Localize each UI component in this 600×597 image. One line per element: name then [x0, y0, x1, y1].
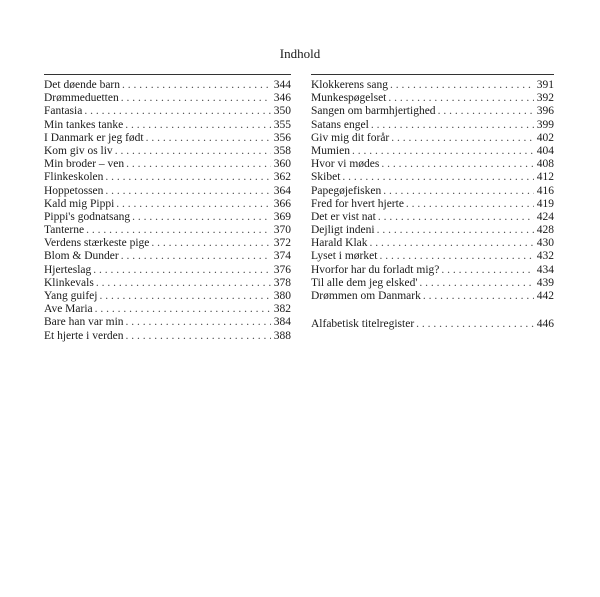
- toc-leader-dots: [381, 158, 533, 171]
- toc-entry-title: Fantasia: [44, 105, 83, 118]
- toc-leader-dots: [370, 237, 534, 250]
- toc-leader-dots: [115, 145, 271, 158]
- toc-entry-page: 369: [273, 210, 291, 223]
- toc-entry-title: Min tankes tanke: [44, 118, 124, 131]
- toc-leader-dots: [84, 105, 270, 118]
- toc-entry-title: Satans engel: [311, 118, 369, 131]
- toc-entry-title: Drømmen om Danmark: [311, 290, 421, 302]
- toc-entry-title: Klinkevals: [44, 276, 94, 289]
- toc-entry: [44, 185, 291, 198]
- toc-entry-title: Det døende barn: [44, 79, 120, 91]
- toc-entry-title: Hvor vi mødes: [311, 158, 380, 171]
- toc-entry: [311, 171, 554, 184]
- toc-entry-page: 408: [536, 158, 554, 171]
- toc-entry: [44, 277, 291, 290]
- toc-leader-dots: [423, 290, 534, 303]
- toc-entry-page: 416: [536, 184, 554, 197]
- toc-entry-title: Pippi's godnatsang: [44, 210, 131, 223]
- toc-entry: [311, 105, 554, 118]
- toc-entry-page: 446: [536, 318, 554, 330]
- toc-entry-title: Munkespøgelset: [311, 92, 387, 105]
- toc-leader-dots: [99, 290, 270, 303]
- toc-entry-page: 382: [273, 303, 291, 316]
- toc-leader-dots: [126, 330, 271, 343]
- toc-entry-title: Harald Klak: [311, 237, 368, 250]
- toc-entry: [311, 290, 554, 303]
- toc-entry: [44, 119, 291, 132]
- toc-entry: [311, 132, 554, 145]
- toc-entry-title: Alfabetisk titelregister: [311, 318, 415, 330]
- toc-entry-page: 391: [536, 79, 554, 91]
- toc-entry-title: Det er vist nat: [311, 210, 376, 223]
- toc-entry-title: Blom & Dunder: [44, 250, 119, 263]
- toc-entry-page: 355: [273, 118, 291, 131]
- toc-entry-page: 350: [273, 105, 291, 118]
- toc-leader-dots: [379, 250, 533, 263]
- toc-right-column: [311, 79, 554, 303]
- toc-entry-title: Sangen om barmhjertighed: [311, 105, 436, 118]
- toc-entry: [44, 145, 291, 158]
- toc-entry: [311, 211, 554, 224]
- toc-entry-page: 430: [536, 237, 554, 250]
- toc-leader-dots: [390, 79, 534, 92]
- toc-entry: [44, 250, 291, 263]
- toc-entry-register: [311, 318, 554, 331]
- toc-entry-page: 380: [273, 290, 291, 302]
- toc-entry-page: 344: [273, 79, 291, 91]
- toc-leader-dots: [95, 303, 271, 316]
- toc-entry: [44, 330, 291, 343]
- toc-leader-dots: [146, 132, 271, 145]
- toc-leader-dots: [342, 171, 533, 184]
- toc-entry: [311, 92, 554, 105]
- toc-entry: [311, 185, 554, 198]
- toc-entry-title: Mumien: [311, 144, 350, 157]
- toc-entry-title: Fred for hvert hjerte: [311, 197, 404, 210]
- toc-leader-dots: [438, 105, 534, 118]
- toc-entry-title: Til alle dem jeg elsked': [311, 276, 418, 289]
- toc-leader-dots: [93, 264, 270, 277]
- toc-entry-title: Kom giv os liv: [44, 144, 113, 157]
- toc-entry-page: 360: [273, 158, 291, 171]
- toc-entry-page: 428: [536, 224, 554, 237]
- toc-leader-dots: [383, 185, 533, 198]
- toc-entry: [311, 237, 554, 250]
- toc-entry-page: 392: [536, 92, 554, 105]
- toc-entry-page: 358: [273, 144, 291, 157]
- toc-entry: [44, 79, 291, 92]
- toc-leader-dots: [116, 198, 270, 211]
- toc-entry-page: 378: [273, 276, 291, 289]
- toc-entry-title: Skibet: [311, 171, 341, 184]
- toc-entry: [44, 105, 291, 118]
- toc-leader-dots: [419, 277, 533, 290]
- toc-entry-title: Giv mig dit forår: [311, 131, 390, 144]
- toc-entry: [44, 211, 291, 224]
- toc-leader-dots: [378, 211, 534, 224]
- toc-entry-page: 374: [273, 250, 291, 263]
- toc-entry: [44, 264, 291, 277]
- toc-entry-title: Et hjerte i verden: [44, 329, 124, 342]
- toc-entry: [311, 119, 554, 132]
- toc-entry: [311, 158, 554, 171]
- toc-leader-dots: [352, 145, 534, 158]
- toc-entry-page: 399: [536, 118, 554, 131]
- toc-entry-title: Papegøjefisken: [311, 184, 382, 197]
- toc-entry-page: 384: [273, 316, 291, 329]
- toc-entry-title: Verdens stærkeste pige: [44, 237, 150, 250]
- toc-entry: [311, 224, 554, 237]
- toc-leader-dots: [406, 198, 534, 211]
- toc-left-column: [44, 79, 291, 343]
- toc-entry-title: Lyset i mørket: [311, 250, 378, 263]
- toc-entry-title: Yang guifej: [44, 290, 98, 302]
- toc-entry-title: Tanterne: [44, 224, 85, 237]
- toc-entry-page: 402: [536, 131, 554, 144]
- toc-entry-title: I Danmark er jeg født: [44, 131, 144, 144]
- toc-entry-page: 362: [273, 171, 291, 184]
- toc-leader-dots: [151, 237, 270, 250]
- toc-entry-title: Hoppetossen: [44, 184, 104, 197]
- toc-leader-dots: [416, 318, 534, 331]
- toc-entry: [311, 198, 554, 211]
- toc-entry: [44, 237, 291, 250]
- toc-entry: [44, 132, 291, 145]
- toc-leader-dots: [96, 277, 271, 290]
- toc-entry: [311, 250, 554, 263]
- toc-entry-page: 434: [536, 263, 554, 276]
- toc-entry: [44, 303, 291, 316]
- toc-leader-dots: [371, 119, 534, 132]
- toc-entry-title: Dejligt indeni: [311, 224, 375, 237]
- toc-entry: [44, 171, 291, 184]
- toc-leader-dots: [125, 119, 271, 132]
- toc-entry-page: 364: [273, 184, 291, 197]
- toc-entry-page: 419: [536, 197, 554, 210]
- toc-entry: [44, 224, 291, 237]
- toc-entry-title: Hjerteslag: [44, 263, 92, 276]
- toc-entry-title: Ave Maria: [44, 303, 93, 316]
- toc-entry: [44, 92, 291, 105]
- toc-entry-title: Drømmeduetten: [44, 92, 119, 105]
- toc-leader-dots: [388, 92, 533, 105]
- toc-leader-dots: [132, 211, 271, 224]
- toc-entry: [311, 79, 554, 92]
- toc-entry-page: 396: [536, 105, 554, 118]
- toc-entry-page: 432: [536, 250, 554, 263]
- toc-entry: [44, 316, 291, 329]
- toc-entry: [44, 158, 291, 171]
- toc-leader-dots: [441, 264, 533, 277]
- toc-leader-dots: [126, 316, 271, 329]
- toc-entry: [311, 277, 554, 290]
- toc-leader-dots: [391, 132, 534, 145]
- toc-entry-page: 388: [273, 329, 291, 342]
- toc-entry-title: Flinkeskolen: [44, 171, 104, 184]
- toc-leader-dots: [377, 224, 534, 237]
- toc-entry-page: 424: [536, 210, 554, 223]
- toc-entry-title: Bare han var min: [44, 316, 124, 329]
- toc-leader-dots: [86, 224, 271, 237]
- page-title: Indhold: [279, 46, 321, 61]
- toc-entry-page: 370: [273, 224, 291, 237]
- toc-entry-page: 356: [273, 131, 291, 144]
- toc-entry-page: 366: [273, 197, 291, 210]
- toc-entry: [311, 145, 554, 158]
- toc-entry-title: Kald mig Pippi: [44, 197, 115, 210]
- right-column-rule: [311, 74, 554, 75]
- toc-entry-page: 442: [536, 290, 554, 302]
- toc-entry: [44, 198, 291, 211]
- toc-entry-page: 404: [536, 144, 554, 157]
- toc-leader-dots: [105, 171, 270, 184]
- toc-entry-title: Klokkerens sang: [311, 79, 388, 91]
- toc-entry-page: 346: [273, 92, 291, 105]
- toc-entry-page: 376: [273, 263, 291, 276]
- toc-entry: [44, 290, 291, 303]
- left-column-rule: [44, 74, 291, 75]
- toc-entry-title: Hvorfor har du forladt mig?: [311, 263, 440, 276]
- toc-leader-dots: [126, 158, 271, 171]
- toc-entry-page: 439: [536, 276, 554, 289]
- toc-entry: [311, 264, 554, 277]
- toc-leader-dots: [122, 79, 271, 92]
- toc-entry-page: 372: [273, 237, 291, 250]
- toc-leader-dots: [121, 92, 271, 105]
- toc-entry-title: Min broder – ven: [44, 158, 125, 171]
- toc-entry-page: 412: [536, 171, 554, 184]
- toc-leader-dots: [105, 185, 270, 198]
- toc-leader-dots: [121, 250, 271, 263]
